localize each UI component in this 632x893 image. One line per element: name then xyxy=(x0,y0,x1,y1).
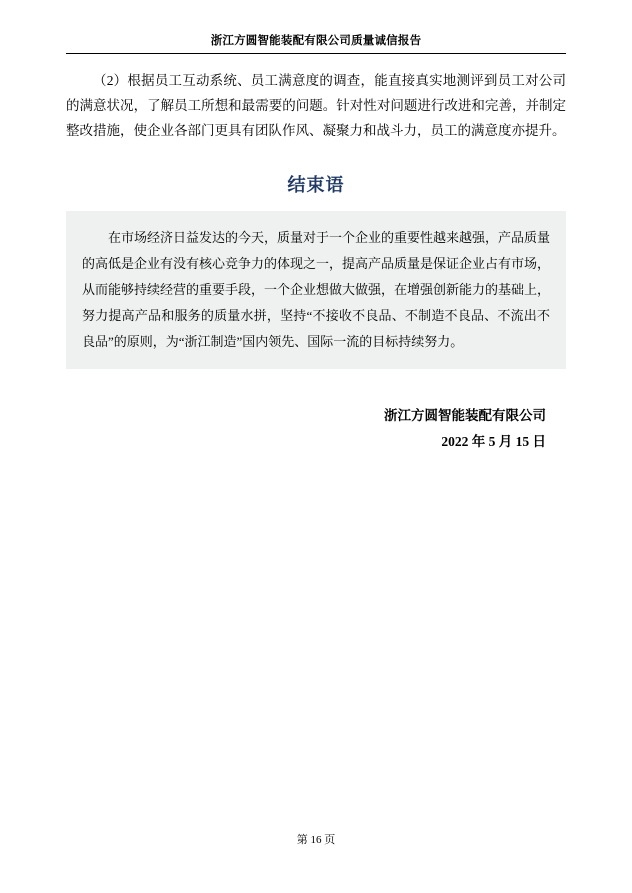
header-divider xyxy=(66,53,566,54)
document-body xyxy=(66,68,566,455)
conclusion-quote-box xyxy=(66,211,566,369)
running-header: 浙江方圆智能装配有限公司质量诚信报告 xyxy=(210,35,422,47)
page-number: 第 16 页 xyxy=(296,834,336,846)
body-paragraph: （2）根据员工互动系统、员工满意度的调查，能直接真实地测评到员工对公司的满意状况，了解员工所想和最需要的问题。针对性对问题进行改进和完善，并制定整改措施，使企业各部门更具有团队作风、凝聚力和战斗力，员工的满意度亦提升。 xyxy=(66,73,566,138)
signature-date: 2022 年 5 月 15 日 xyxy=(441,434,546,449)
conclusion-quote-text: 在市场经济日益发达的今天，质量对于一个企业的重要性越来越强，产品质量的高低是企业有没有核心竞争力的体现之一，提高产品质量是保证企业占有市场，从而能够持续经营的重要手段，一个企业想做大做强，在增强创新能力的基础上，努力提高产品和服务的质量水拼，坚持“不接收不良品、不制造不良品、不流出不良品”的原则，为“浙江制造”国内领先、国际一流的目标持续努力。 xyxy=(82,230,551,349)
signature-block xyxy=(66,403,566,455)
signature-company: 浙江方圆智能装配有限公司 xyxy=(384,408,546,423)
section-title: 结束语 xyxy=(287,175,345,195)
